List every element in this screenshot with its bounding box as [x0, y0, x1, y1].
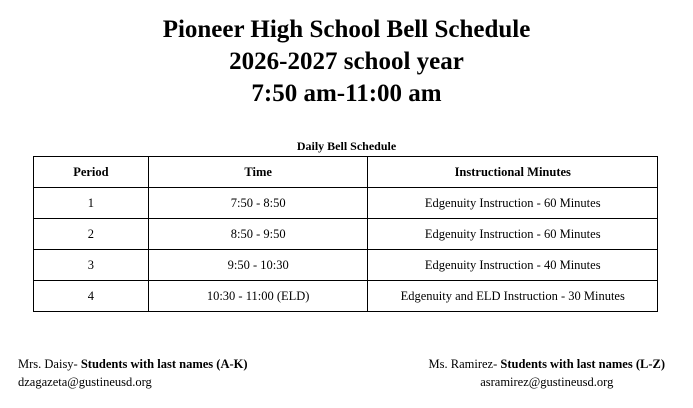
document-header: [0, 14, 693, 110]
time-cell: 9:50 - 10:30: [148, 250, 368, 281]
column-header-period: Period: [34, 157, 149, 188]
period-cell: 1: [34, 188, 149, 219]
contact-left-email: dzagazeta@gustineusd.org: [18, 375, 152, 389]
time-cell: 8:50 - 9:50: [148, 219, 368, 250]
table-row: [34, 281, 658, 312]
bell-schedule-table: [33, 156, 658, 312]
contact-left: [18, 355, 248, 391]
school-year: 2026-2027 school year: [229, 48, 464, 75]
table-row: [34, 188, 658, 219]
table-header-row: [34, 157, 658, 188]
period-cell: 4: [34, 281, 149, 312]
minutes-cell: Edgenuity Instruction - 40 Minutes: [368, 250, 658, 281]
minutes-cell: Edgenuity Instruction - 60 Minutes: [368, 188, 658, 219]
contact-right-description: Students with last names (L-Z): [500, 357, 665, 371]
minutes-cell: Edgenuity Instruction - 60 Minutes: [368, 219, 658, 250]
contact-right: [429, 355, 665, 391]
page-title: Pioneer High School Bell Schedule: [162, 16, 531, 43]
period-cell: 3: [34, 250, 149, 281]
time-range: 7:50 am-11:00 am: [251, 80, 442, 107]
column-header-instructional-minutes: Instructional Minutes: [368, 157, 658, 188]
contact-right-heading: [429, 355, 665, 373]
period-cell: 2: [34, 219, 149, 250]
time-cell: 7:50 - 8:50: [148, 188, 368, 219]
contact-left-description: Students with last names (A-K): [80, 357, 248, 371]
contact-left-heading: [18, 355, 248, 373]
contact-right-email: asramirez@gustineusd.org: [480, 375, 614, 389]
minutes-cell: Edgenuity and ELD Instruction - 30 Minutes: [368, 281, 658, 312]
contact-right-name: Ms. Ramirez-: [428, 357, 498, 371]
time-cell: 10:30 - 11:00 (ELD): [148, 281, 368, 312]
contact-left-name: Mrs. Daisy-: [18, 357, 78, 371]
table-row: [34, 219, 658, 250]
table-caption: Daily Bell Schedule: [296, 139, 397, 153]
column-header-time: Time: [148, 157, 368, 188]
table-row: [34, 250, 658, 281]
